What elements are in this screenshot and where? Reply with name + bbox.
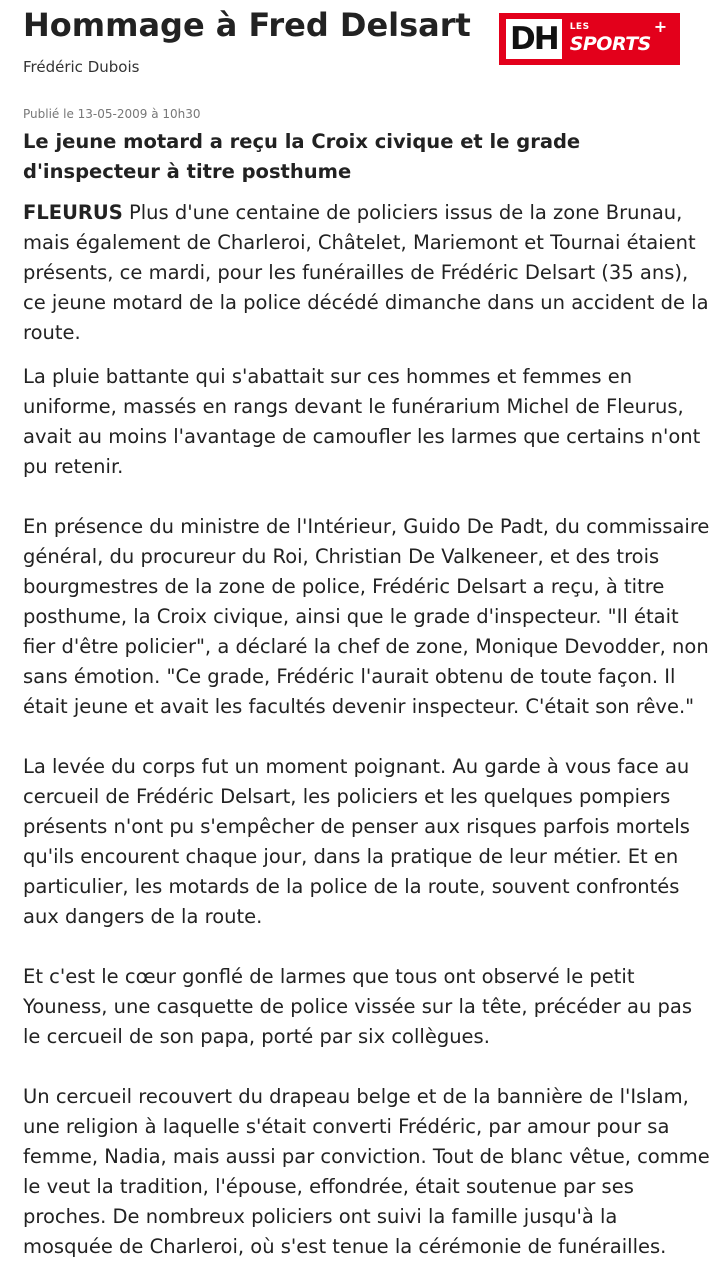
article-paragraph-lead xyxy=(23,198,711,348)
article-body xyxy=(23,198,711,1262)
article-paragraph-3: En présence du ministre de l'Intérieur, Guido De Padt, du commissaire général, du procureur du Roi, Christian De Valkeneer, et des trois bourgmestres de la zone de police, Frédéric Delsart a reçu, à titre posthume, la Croix civique, ainsi que le grade d'inspecteur. "Il était fier d'être policier", a déclaré la chef de zone, Monique Devodder, non sans émotion. "Ce grade, Frédéric l'aurait obtenu de toute façon. Il était jeune et avait les facultés devenir inspecteur. C'était son rêve." xyxy=(23,515,710,718)
article-paragraph-2: La pluie battante qui s'abattait sur ces hommes et femmes en uniforme, massés en rangs devant le funérarium Michel de Fleurus, avait au moins l'avantage de camoufler les larmes que certains n'ont pu retenir. xyxy=(23,365,701,478)
article-paragraph-6: Un cercueil recouvert du drapeau belge et de la bannière de l'Islam, une religion à laquelle s'était converti Frédéric, par amour pour sa femme, Nadia, mais aussi par conviction. Tout de blanc vêtue, comme le veut la tradition, l'épouse, effondrée, était soutenue par ses proches. De nombreux policiers ont suivi la famille jusqu'à la mosquée de Charleroi, où s'est tenue la cérémonie de funérailles. xyxy=(23,1085,710,1258)
article-paragraph-5: Et c'est le cœur gonflé de larmes que tous ont observé le petit Youness, une casquette de police vissée sur la tête, précéder au pas le cercueil de son papa, porté par six collègues. xyxy=(23,965,692,1048)
article-author[interactable]: Frédéric Dubois xyxy=(23,58,140,76)
article-dateline: FLEURUS xyxy=(23,201,123,224)
article-title: Hommage à Fred Delsart xyxy=(23,6,471,44)
article-header xyxy=(0,0,715,100)
logo-sports-text: SPORTS xyxy=(569,33,651,55)
dh-sports-logo[interactable] xyxy=(499,13,680,65)
logo-dh-letters: DH xyxy=(510,21,558,57)
article-paragraph-1-text: Plus d'une centaine de policiers issus de la zone Brunau, mais également de Charleroi, Châtelet, Mariemont et Tournai étaient présents, ce mardi, pour les funérailles de Frédéric Delsart (35 ans), ce jeune motard de la police décédé dimanche dans un accident de la route. xyxy=(23,201,709,344)
article-paragraph-4: La levée du corps fut un moment poignant. Au garde à vous face au cercueil de Frédéric Delsart, les policiers et les quelques pompiers présents n'ont pu s'empêcher de penser aux risques parfois mortels qu'ils encourent chaque jour, dans la pratique de leur métier. Et en particulier, les motards de la police de la route, souvent confrontés aux dangers de la route. xyxy=(23,755,690,928)
article-subtitle: Le jeune motard a reçu la Croix civique et le grade d'inspecteur à titre posthume xyxy=(23,130,581,183)
logo-dh-mark xyxy=(506,19,562,59)
publish-date: Publié le 13-05-2009 à 10h30 xyxy=(23,107,201,121)
logo-plus-icon: + xyxy=(653,17,668,36)
logo-les-text: LES xyxy=(569,22,590,32)
logo-sports-wordmark xyxy=(570,19,670,59)
